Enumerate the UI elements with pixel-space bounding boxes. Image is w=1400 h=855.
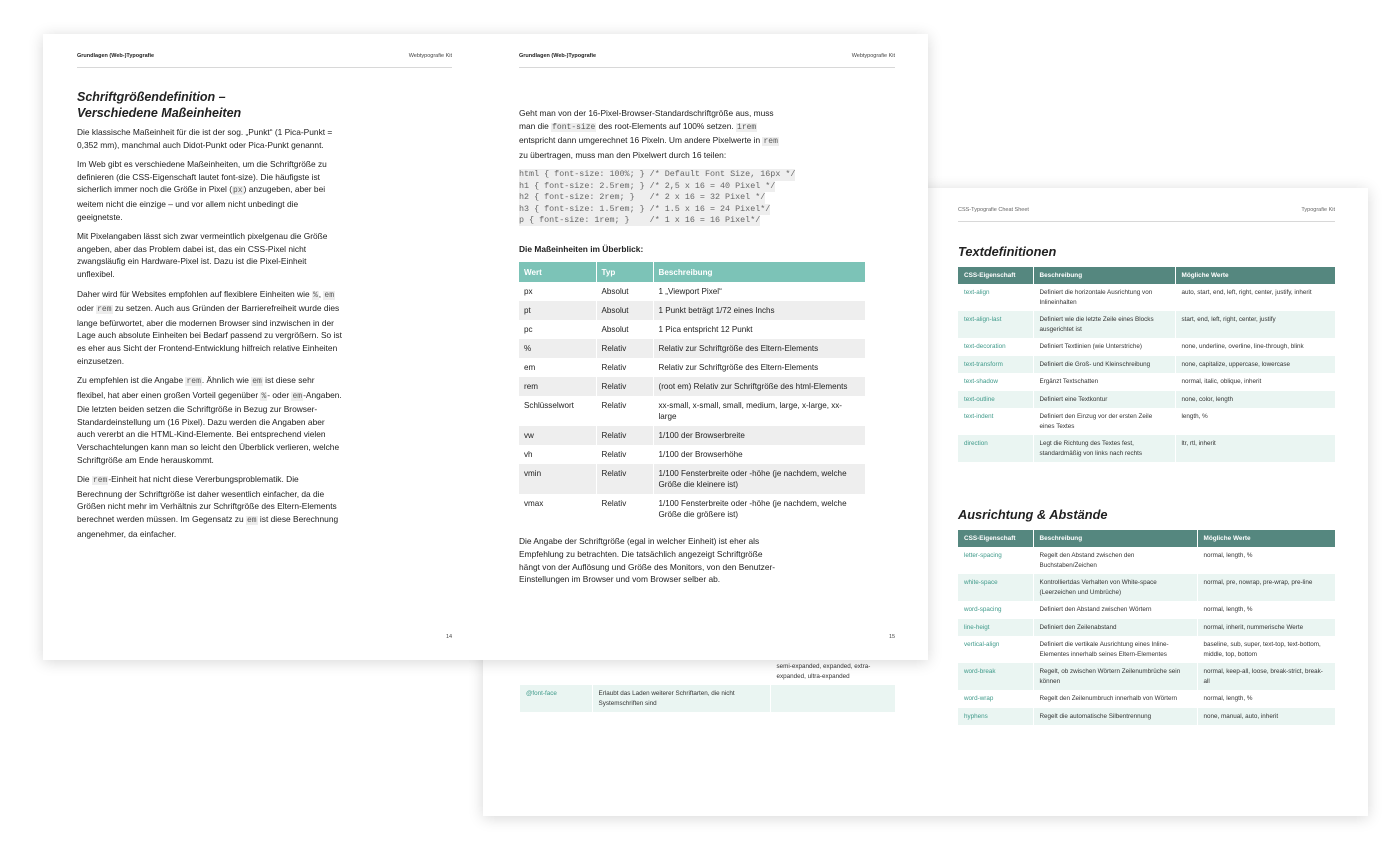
body-text — [77, 126, 342, 540]
cell-value: pc — [519, 320, 596, 339]
cell-description: Relativ zur Schriftgröße des Eltern-Elements — [653, 358, 865, 377]
header-title: Grundlagen (Web-)Typografie — [519, 53, 597, 59]
column-header: Mögliche Werte — [1197, 530, 1335, 547]
paragraph: Mit Pixelangaben lässt sich zwar vermeintlich pixelgenau die Größe angeben, aber das Problem dabei ist, das ein CSS-Pixel nicht zwangsläufig ein Hardware-Pixel ist. Dazu ist die Pixel-Einheit unflexibel. — [77, 231, 328, 279]
alignment-table — [958, 530, 1336, 725]
text-definitions-table — [958, 267, 1336, 462]
cell-property: text-decoration — [958, 338, 1033, 356]
cell-type: Relativ — [596, 358, 653, 377]
paragraph: Daher wird für Websites empfohlen auf flexiblere Einheiten wie %, em oder rem zu setzen. Auch aus Gründen der Barrierefreiheit wurde dies lange befürwortet, aber die modernen Browser sind inzwischen in der Lage auch absolute Einheiten bei Bedarf passend zu vergrößern. So ist es eher aus Sicht der Frontend-Entwicklung hilfreich relative Einheiten einzusetzen. — [77, 288, 342, 366]
cell-value: vmax — [519, 494, 596, 524]
typography-spread — [43, 34, 928, 660]
table-row — [519, 339, 865, 358]
header-kit: Webtypografie Kit — [851, 53, 895, 59]
cell-description: Definiert wie die letzte Zeile eines Blocks ausgerichtet ist — [1033, 311, 1175, 338]
page-number: 15 — [889, 634, 896, 640]
cell-values: none, underline, overline, line-through, blink — [1175, 338, 1335, 356]
cell-property: word-break — [958, 663, 1033, 690]
table-row — [958, 574, 1335, 601]
header-title: CSS-Typografie Cheat Sheet — [958, 207, 1029, 213]
cell-description: Definiert Textlinien (wie Unterstriche) — [1033, 338, 1175, 356]
cell-description: Erlaubt das Laden weiterer Schriftarten, die nicht Systemschriften sind — [592, 685, 770, 712]
cell-property: white-space — [958, 574, 1033, 601]
paragraph: Die rem-Einheit hat nicht diese Vererbungsproblematik. Die Berechnung der Schriftgröße ist daher wesentlich einfacher, da die Größen nicht mehr im Verhältnis zur Schriftgröße des Eltern-Elements berechnet werden müssen. Im Gegensatz zu em ist diese Berechnung angenehmer, da einfacher. — [77, 474, 339, 539]
cell-description: 1/100 Fensterbreite oder -höhe (je nachdem, welche Größe die kleinere ist) — [653, 464, 865, 494]
cell-values: none, manual, auto, inherit — [1197, 708, 1335, 726]
cell-property: word-spacing — [958, 601, 1033, 619]
table-row — [958, 373, 1335, 391]
table-row — [520, 685, 895, 712]
cell-description: 1 Punkt beträgt 1/72 eines Inchs — [653, 301, 865, 320]
cell-values: none, capitalize, uppercase, lowercase — [1175, 356, 1335, 374]
cell-type: Relativ — [596, 445, 653, 464]
code-line: h1 { font-size: 2.5rem; } /* 2,5 x 16 = 40 Pixel */ — [519, 180, 776, 191]
column-header: Wert — [519, 262, 596, 282]
table-row — [958, 391, 1335, 409]
code-line: h2 { font-size: 2rem; } /* 2 x 16 = 32 Pixel */ — [519, 192, 766, 203]
cell-description: (root em) Relativ zur Schriftgröße des html-Elements — [653, 377, 865, 396]
table-row — [958, 356, 1335, 374]
paragraph: Geht man von der 16-Pixel-Browser-Standardschriftgröße aus, muss man die font-size des root-Elements auf 100% setzen. 1rem entspricht dann umgerechnet 16 Pixeln. Um andere Pixelwerte in rem zu übertragen, muss man den Pixelwert durch 16 teilen: — [519, 108, 778, 160]
cell-description: Regelt den Abstand zwischen den Buchstaben/Zeichen — [1033, 547, 1197, 574]
cell-description: Definiert den Zeilenabstand — [1033, 619, 1197, 637]
fragment-table — [520, 658, 896, 712]
cell-type: Relativ — [596, 339, 653, 358]
paragraph: Zu empfehlen ist die Angabe rem. Ähnlich wie em ist diese sehr flexibel, hat aber einen großen Vorteil gegenüber %- oder em-Angaben. Die letzten beiden setzen die Schriftgröße in Bezug zur Browser-Standardeinstellung um (16 Pixel). Dazu werden die Angaben aber auch vererbt an die HTML-Kind-Elemente. Bei entsprechend vielen Verschachtelungen kann man so leicht den Überblick verlieren, welche Schriftgröße am Ende herauskommt. — [77, 375, 342, 465]
cell-description: 1 Pica entspricht 12 Punkt — [653, 320, 865, 339]
column-header: CSS-Eigenschaft — [958, 267, 1033, 284]
table-row — [958, 547, 1335, 574]
paragraph: Die klassische Maßeinheit für die ist der sog. „Punkt“ (1 Pica-Punkt = 0,352 mm), manchmal auch Didot-Punkt oder Pica-Punkt genannt. — [77, 127, 333, 150]
cell-type: Relativ — [596, 377, 653, 396]
cell-values: start, end, left, right, center, justify — [1175, 311, 1335, 338]
cell-property: word-wrap — [958, 690, 1033, 708]
page-header-right — [519, 34, 895, 68]
cell-property: text-indent — [958, 408, 1033, 435]
table-row — [958, 601, 1335, 619]
cell-value: vmin — [519, 464, 596, 494]
cell-property: direction — [958, 435, 1033, 462]
right-page-content — [519, 107, 865, 593]
cell-description: Regelt die automatische Silbentrennung — [1033, 708, 1197, 726]
table-row — [519, 494, 865, 524]
cell-type: Absolut — [596, 282, 653, 301]
cell-values: none, color, length — [1175, 391, 1335, 409]
table-row — [958, 636, 1335, 663]
page-number: 14 — [446, 634, 453, 640]
title-line: Verschiedene Maßeinheiten — [77, 106, 242, 120]
cell-values: normal, inherit, nummerische Werte — [1197, 619, 1335, 637]
table-row — [519, 377, 865, 396]
cell-type: Relativ — [596, 464, 653, 494]
table-row — [519, 358, 865, 377]
code-block — [519, 169, 865, 226]
cell-property: text-align — [958, 284, 1033, 311]
table-row — [958, 708, 1335, 726]
section-title-text: Textdefinitionen — [958, 244, 1057, 259]
intro-text — [519, 107, 779, 161]
column-header: Mögliche Werte — [1175, 267, 1335, 284]
cell-type: Absolut — [596, 320, 653, 339]
cell-values: normal, length, % — [1197, 547, 1335, 574]
cell-type: Relativ — [596, 396, 653, 426]
cell-values: auto, start, end, left, right, center, justify, inherit — [1175, 284, 1335, 311]
table-row — [958, 408, 1335, 435]
cell-description: Legt die Richtung des Textes fest, standardmäßig von links nach rechts — [1033, 435, 1175, 462]
cell-description: Relativ zur Schriftgröße des Eltern-Elements — [653, 339, 865, 358]
column-header: Beschreibung — [1033, 530, 1197, 547]
cell-property: text-transform — [958, 356, 1033, 374]
header-title: Grundlagen (Web-)Typografie — [77, 53, 155, 59]
table-row — [519, 320, 865, 339]
cell-property: hyphens — [958, 708, 1033, 726]
page-header — [958, 188, 1335, 222]
cell-value: em — [519, 358, 596, 377]
cell-description: Definiert eine Textkontur — [1033, 391, 1175, 409]
table-row — [958, 619, 1335, 637]
cell-property: text-align-last — [958, 311, 1033, 338]
table-row — [519, 301, 865, 320]
cell-values — [770, 685, 895, 712]
cell-description: 1 „Viewport Pixel“ — [653, 282, 865, 301]
table-row — [958, 663, 1335, 690]
cell-description: Definiert die Groß- und Kleinschreibung — [1033, 356, 1175, 374]
cell-values: normal, pre, nowrap, pre-wrap, pre-line — [1197, 574, 1335, 601]
cell-property: line-heigt — [958, 619, 1033, 637]
cell-values: semi-expanded, expanded, extra-expanded, ultra-expanded — [770, 658, 895, 685]
table-row — [520, 658, 895, 685]
cell-type: Relativ — [596, 426, 653, 445]
title-line: Schriftgrößendefinition – — [77, 90, 226, 104]
table-row — [958, 690, 1335, 708]
cell-value: Schlüsselwort — [519, 396, 596, 426]
units-table — [519, 262, 866, 524]
cell-description: Regelt den Zeilenumbruch innerhalb von Wörtern — [1033, 690, 1197, 708]
column-header: Beschreibung — [1033, 267, 1175, 284]
cell-description: Definiert die vertikale Ausrichtung eines Inline-Elementes innerhalb seines Eltern-Elementes — [1033, 636, 1197, 663]
cell-value: vh — [519, 445, 596, 464]
cell-property: @font-face — [520, 685, 592, 712]
cell-description: Regelt, ob zwischen Wörtern Zeilenumbrüche sein können — [1033, 663, 1197, 690]
cell-description: 1/100 der Browserbreite — [653, 426, 865, 445]
cell-description: Definiert den Abstand zwischen Wörtern — [1033, 601, 1197, 619]
table-row — [958, 435, 1335, 462]
paragraph: Im Web gibt es verschiedene Maßeinheiten, um die Schriftgröße zu definieren (die CSS-Eigenschaft lautet font-size). Die häufigste ist sicherlich immer noch die Größe in Pixel (px) anzugeben, aber bei weitem nicht die einzige – und vor allem nicht unbedingt die geeignetste. — [77, 159, 327, 222]
cell-property: text-outline — [958, 391, 1033, 409]
column-header: CSS-Eigenschaft — [958, 530, 1033, 547]
code-line: h3 { font-size: 1.5rem; } /* 1.5 x 16 = 24 Pixel*/ — [519, 203, 771, 214]
page-title — [77, 89, 342, 121]
cell-values: normal, italic, oblique, inherit — [1175, 373, 1335, 391]
closing-text — [519, 535, 779, 585]
table-row — [958, 311, 1335, 338]
table-row — [519, 426, 865, 445]
column-header: Typ — [596, 262, 653, 282]
code-line: html { font-size: 100%; } /* Default Font Size, 16px */ — [519, 169, 796, 180]
cell-value: px — [519, 282, 596, 301]
cell-value: pt — [519, 301, 596, 320]
cell-values: length, % — [1175, 408, 1335, 435]
cell-value: vw — [519, 426, 596, 445]
cell-value: % — [519, 339, 596, 358]
cell-description: Definiert den Einzug vor der ersten Zeile eines Textes — [1033, 408, 1175, 435]
cell-values: baseline, sub, super, text-top, text-bottom, middle, top, bottom — [1197, 636, 1335, 663]
cell-description: Definiert die horizontale Ausrichtung von Inlineinhalten — [1033, 284, 1175, 311]
table-row — [519, 282, 865, 301]
header-kit: Typografie Kit — [1301, 207, 1335, 213]
cell-property: text-shadow — [958, 373, 1033, 391]
cell-description: Ergänzt Textschatten — [1033, 373, 1175, 391]
header-kit: Webtypografie Kit — [408, 53, 452, 59]
left-page-content — [77, 89, 342, 547]
section-title-alignment: Ausrichtung & Abstände — [958, 507, 1108, 522]
table-row — [519, 464, 865, 494]
table-title: Die Maßeinheiten im Überblick: — [519, 244, 644, 255]
table-row — [958, 338, 1335, 356]
cell-description: 1/100 Fensterbreite oder -höhe (je nachdem, welche Größe die größere ist) — [653, 494, 865, 524]
table-row — [519, 396, 865, 426]
cell-values: normal, keep-all, loose, break-strict, break-all — [1197, 663, 1335, 690]
cell-type: Relativ — [596, 494, 653, 524]
table-row — [958, 284, 1335, 311]
cell-description: 1/100 der Browserhöhe — [653, 445, 865, 464]
cell-description: Kontrolliertdas Verhalten von White-space (Leerzeichen und Umbrüche) — [1033, 574, 1197, 601]
cell-values: ltr, rtl, inherit — [1175, 435, 1335, 462]
table-row — [519, 445, 865, 464]
cell-property: letter-spacing — [958, 547, 1033, 574]
cell-values: normal, length, % — [1197, 690, 1335, 708]
cell-description: xx-small, x-small, small, medium, large, x-large, xx-large — [653, 396, 865, 426]
column-header: Beschreibung — [653, 262, 865, 282]
cell-type: Absolut — [596, 301, 653, 320]
cell-values: normal, length, % — [1197, 601, 1335, 619]
code-line: p { font-size: 1rem; } /* 1 x 16 = 16 Pixel*/ — [519, 215, 761, 225]
page-header-left — [77, 34, 452, 68]
paragraph: Die Angabe der Schriftgröße (egal in welcher Einheit) ist eher als Empfehlung zu betrachten. Die tatsächlich angezeigt Schriftgröße hängt von der Auflösung und Größe des Monitors, von den Benutzer-Einstellungen im Browser und vom Browser selber ab. — [519, 536, 776, 585]
cell-property: vertical-align — [958, 636, 1033, 663]
cell-value: rem — [519, 377, 596, 396]
